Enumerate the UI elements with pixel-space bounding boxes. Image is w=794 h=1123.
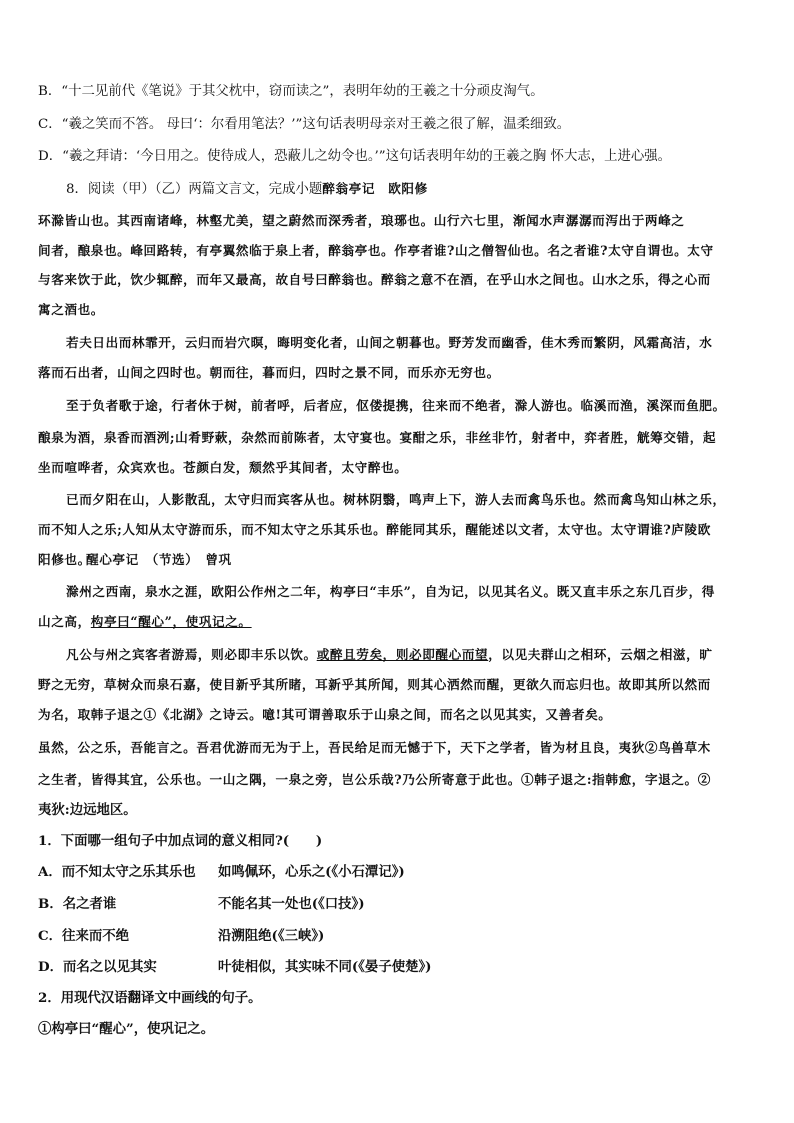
question-1-option-d <box>38 958 760 976</box>
passage-1-title: 醉翁亭记 欧阳修 <box>322 181 428 196</box>
passage-2-line: 滁州之西南，泉水之涯，欧阳公作州之二年，构亭曰“丰乐”，自为记，以见其名义。既又直丰乐之东几百步，得 <box>66 584 715 599</box>
question-8-text: 8．阅读（甲）（乙）两篇文言文，完成小题 <box>66 182 323 197</box>
passage-1-line: 间者，酿泉也。峰回路转，有亭翼然临于泉上者，醉翁亭也。作亭者谁?山之僧智仙也。名之者谁?太守自谓也。太守 <box>38 243 714 258</box>
passage-1-line: 酿泉为酒，泉香而酒洌;山肴野蔌，杂然而前陈者，太守宴也。宴酣之乐，非丝非竹，射者中，弈者胜，觥筹交错，起 <box>38 430 717 445</box>
passage-2-text: 山之高， <box>38 614 91 629</box>
question-1-stem: 1．下面哪一组句子中加点词的意义相同?( ) <box>38 833 323 849</box>
option-c-left: C．往来而不绝 <box>38 928 130 944</box>
option-c-right: 沿溯阻绝(《三峡》) <box>218 928 325 944</box>
passage-2-text: ，以见夫群山之相环，云烟之相滋，旷 <box>488 647 713 662</box>
passage-1-line: 与客来饮于此，饮少辄醉，而年又最高，故自号曰醉翁也。醉翁之意不在酒，在乎山水之间也。山水之乐，得之心而 <box>38 272 711 287</box>
option-c-prev: C．“羲之笑而不答。 母曰‘：尔看用笔法？’”这句话表明母亲对王羲之很了解，温柔细致。 <box>38 117 571 132</box>
option-a-right: 如鸣佩环，心乐之(《小石潭记》) <box>218 864 405 880</box>
passage-2-line: 为名，取韩子退之①《北湖》之诗云。噫!其可谓善取乐于山泉之间，而名之以见其实，又善者矣。 <box>38 707 612 722</box>
option-b-left: B．名之者谁 <box>38 896 117 912</box>
option-b-right: 不能名其一处也(《口技》) <box>218 896 365 912</box>
passage-2-line: 之生者，皆得其宜，公乐也。一山之隅，一泉之旁，岂公乐哉?乃公所寄意于此也。①韩子退之:指韩愈，字退之。② <box>38 772 711 787</box>
option-a-left: A．而不知太守之乐其乐也 <box>38 864 196 880</box>
option-d-left: D．而名之以见其实 <box>38 959 157 975</box>
option-d-prev: D．“羲之拜请：‘今日用之。使待成人，恐蔽儿之幼令也。’”这句话表明年幼的王羲之胸 怀大志，上进心强。 <box>38 149 672 164</box>
passage-1-line: 坐而喧哗者，众宾欢也。苍颜白发，颓然乎其间者，太守醉也。 <box>38 460 408 475</box>
passage-2-line: 野之无穷，草树众而泉石嘉，使目新乎其所睹，耳新乎其所闻，则其心洒然而醒，更欲久而忘归也。故即其所以然而 <box>38 677 711 692</box>
passage-2-line <box>38 613 760 631</box>
question-1-option-c <box>38 927 760 945</box>
passage-2-text: 凡公与州之宾客者游焉，则必即丰乐以饮。 <box>66 647 317 662</box>
question-2-stem: 2．用现代汉语翻译文中画线的句子。 <box>38 990 262 1006</box>
passage-1-line: 阳修也。 <box>38 552 91 567</box>
question-8-prompt <box>66 180 760 199</box>
question-2-item-1: ①构亭曰“醒心”，使巩记之。 <box>38 1021 215 1037</box>
passage-1-line: 落而石出者，山间之四时也。朝而往，暮而归，四时之景不同，而乐亦无穷也。 <box>38 365 500 380</box>
footnote-line: 夷狄:边远地区。 <box>38 802 137 818</box>
question-1-option-b <box>38 895 760 913</box>
passage-1-line: 环滁皆山也。其西南诸峰，林壑尤美，望之蔚然而深秀者，琅琊也。山行六七里，渐闻水声潺潺而泻出于两峰之 <box>38 213 685 228</box>
passage-2-title: 醒心亭记 （节选） 曾巩 <box>86 552 232 567</box>
passage-1-line: 已而夕阳在山，人影散乱，太守归而宾客从也。树林阴翳，鸣声上下，游人去而禽鸟乐也。然而禽鸟知山林之乐， <box>66 492 726 507</box>
underlined-sentence-1: 构亭曰“醒心”，使巩记之。 <box>90 614 252 629</box>
passage-1-line: 若夫日出而林霏开，云归而岩穴暝，晦明变化者，山间之朝暮也。野芳发而幽香，佳木秀而繁阴，风霜高洁，水 <box>66 335 713 350</box>
passage-1-line: 至于负者歌于途，行者休于树，前者呼，后者应，伛偻提携，往来而不绝者，滁人游也。临溪而渔，溪深而鱼肥。 <box>66 398 726 413</box>
option-d-right: 叶徒相似，其实味不同(《晏子使楚》) <box>218 959 432 975</box>
underlined-sentence-2: 或醉且劳矣，则必即醒心而望 <box>316 647 489 662</box>
question-1-option-a <box>38 863 760 881</box>
passage-2-line: 虽然，公之乐，吾能言之。吾君优游而无为于上，吾民给足而无憾于下，天下之学者，皆为材且良，夷狄②鸟兽草木 <box>38 740 711 755</box>
passage-2-line <box>66 646 760 664</box>
passage-1-line: 寓之酒也。 <box>38 302 104 317</box>
option-b-prev: B．“十二见前代《笔说》于其父枕中，窃而读之”，表明年幼的王羲之十分顽皮淘气。 <box>38 84 544 99</box>
passage-1-line: 而不知人之乐;人知从太守游而乐，而不知太守之乐其乐也。醉能同其乐，醒能述以文者，太守也。太守谓谁?庐陵欧 <box>38 522 711 537</box>
